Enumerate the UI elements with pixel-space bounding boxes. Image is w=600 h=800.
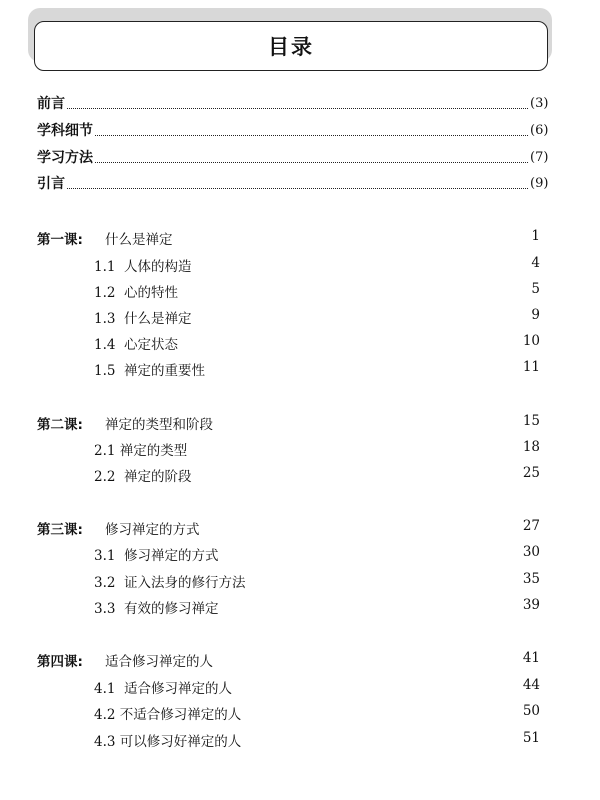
dot-leader bbox=[67, 98, 528, 109]
toc-section-row[interactable] bbox=[0, 465, 600, 487]
lesson-title: 禅定的类型和阶段 bbox=[105, 417, 213, 433]
toc-preface-label: 引言 bbox=[37, 176, 65, 192]
section-title: 2.2 禅定的阶段 bbox=[94, 469, 192, 485]
toc-preface-label: 学科细节 bbox=[37, 123, 93, 139]
section-page: 50 bbox=[522, 703, 540, 719]
section-page: 51 bbox=[522, 730, 540, 746]
toc-preface-entry[interactable] bbox=[37, 119, 549, 141]
toc-section-row[interactable] bbox=[0, 544, 600, 566]
lesson-page: 1 bbox=[531, 228, 540, 244]
lesson-title: 什么是禅定 bbox=[105, 232, 173, 248]
toc-lesson-row[interactable] bbox=[0, 413, 600, 435]
section-page: 18 bbox=[522, 439, 540, 455]
toc-preface-label: 学习方法 bbox=[37, 150, 93, 166]
toc-section-row[interactable] bbox=[0, 359, 600, 381]
toc-section-row[interactable] bbox=[0, 281, 600, 303]
section-page: 30 bbox=[522, 544, 540, 560]
section-title: 4.2 不适合修习禅定的人 bbox=[94, 707, 242, 723]
lesson-title: 修习禅定的方式 bbox=[105, 522, 200, 538]
dot-leader bbox=[95, 152, 528, 163]
title-box bbox=[34, 21, 548, 71]
lesson-label: 第二课: bbox=[37, 417, 83, 433]
toc-section-row[interactable] bbox=[0, 439, 600, 461]
toc-section-row[interactable] bbox=[0, 307, 600, 329]
section-title: 2.1 禅定的类型 bbox=[94, 443, 188, 459]
toc-section-row[interactable] bbox=[0, 597, 600, 619]
section-page: 44 bbox=[522, 677, 540, 693]
section-title: 4.1 适合修习禅定的人 bbox=[94, 681, 233, 697]
toc-lesson-row[interactable] bbox=[0, 650, 600, 672]
section-page: 39 bbox=[522, 597, 540, 613]
toc-preface-entry[interactable] bbox=[37, 146, 549, 168]
lesson-page: 15 bbox=[522, 413, 540, 429]
section-title: 1.1 人体的构造 bbox=[94, 259, 192, 275]
toc-lesson-row[interactable] bbox=[0, 518, 600, 540]
toc-preface-page: (3) bbox=[530, 95, 549, 111]
dot-leader bbox=[67, 178, 528, 189]
section-title: 1.2 心的特性 bbox=[94, 285, 179, 301]
toc-lesson-row[interactable] bbox=[0, 228, 600, 250]
page-title: 目录 bbox=[268, 35, 314, 59]
section-title: 1.5 禅定的重要性 bbox=[94, 363, 206, 379]
section-page: 35 bbox=[522, 571, 540, 587]
section-title: 3.1 修习禅定的方式 bbox=[94, 548, 219, 564]
section-page: 10 bbox=[522, 333, 540, 349]
toc-section-row[interactable] bbox=[0, 703, 600, 725]
toc-preface-page: (6) bbox=[530, 122, 549, 138]
toc-section-row[interactable] bbox=[0, 255, 600, 277]
toc-preface-label: 前言 bbox=[37, 96, 65, 112]
toc-preface-entry[interactable] bbox=[37, 172, 549, 194]
section-page: 11 bbox=[522, 359, 540, 375]
toc-preface-page: (9) bbox=[530, 175, 549, 191]
toc-section-row[interactable] bbox=[0, 730, 600, 752]
lesson-label: 第三课: bbox=[37, 522, 83, 538]
toc-preface-entry[interactable] bbox=[37, 92, 549, 114]
lesson-title: 适合修习禅定的人 bbox=[105, 654, 213, 670]
lesson-label: 第一课: bbox=[37, 232, 83, 248]
section-page: 5 bbox=[531, 281, 540, 297]
lesson-page: 27 bbox=[522, 518, 540, 534]
section-title: 3.3 有效的修习禅定 bbox=[94, 601, 219, 617]
toc-section-row[interactable] bbox=[0, 677, 600, 699]
section-title: 3.2 证入法身的修行方法 bbox=[94, 575, 246, 591]
section-page: 25 bbox=[522, 465, 540, 481]
section-page: 4 bbox=[531, 255, 540, 271]
section-title: 4.3 可以修习好禅定的人 bbox=[94, 734, 242, 750]
lesson-page: 41 bbox=[522, 650, 540, 666]
section-page: 9 bbox=[531, 307, 540, 323]
toc-section-row[interactable] bbox=[0, 333, 600, 355]
toc-section-row[interactable] bbox=[0, 571, 600, 593]
section-title: 1.3 什么是禅定 bbox=[94, 311, 192, 327]
toc-preface-page: (7) bbox=[530, 149, 549, 165]
lesson-label: 第四课: bbox=[37, 654, 83, 670]
section-title: 1.4 心定状态 bbox=[94, 337, 179, 353]
dot-leader bbox=[95, 125, 528, 136]
